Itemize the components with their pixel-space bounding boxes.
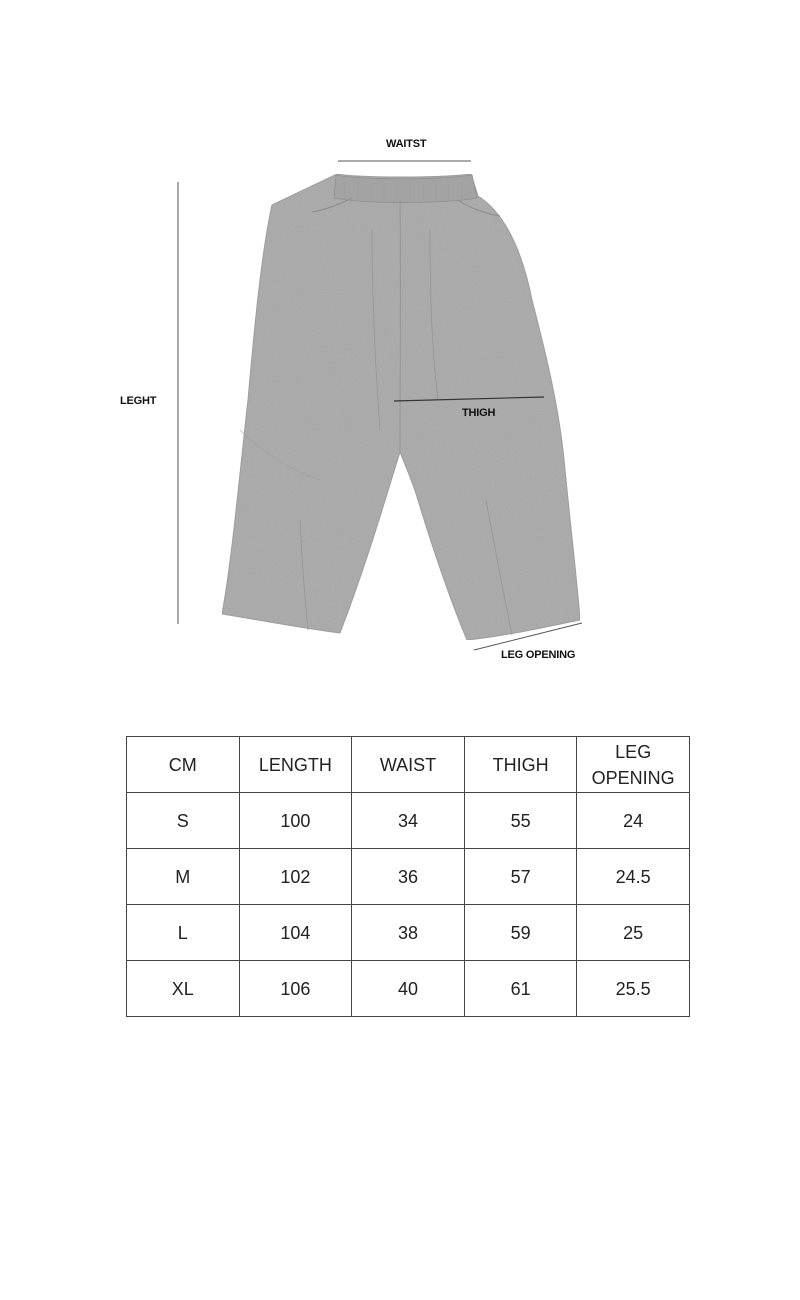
size-chart-table (126, 736, 690, 1017)
header-length: LENGTH (239, 737, 352, 793)
table-row (127, 849, 690, 905)
table-row (127, 961, 690, 1017)
header-thigh: THIGH (464, 737, 577, 793)
header-leg-opening: LEG OPENING (577, 737, 690, 793)
waist-cell: 34 (352, 793, 465, 849)
thigh-cell: 59 (464, 905, 577, 961)
table-row (127, 793, 690, 849)
sweatpants-shape (222, 174, 580, 640)
size-cell: XL (127, 961, 240, 1017)
waist-cell: 40 (352, 961, 465, 1017)
thigh-cell: 61 (464, 961, 577, 1017)
thigh-cell: 55 (464, 793, 577, 849)
thigh-label: THIGH (462, 407, 496, 419)
leg-opening-cell: 24.5 (577, 849, 690, 905)
table-row (127, 905, 690, 961)
length-cell: 102 (239, 849, 352, 905)
table-header-row (127, 737, 690, 793)
length-label: LEGHT (120, 395, 157, 407)
leg-opening-label: LEG OPENING (501, 649, 576, 661)
waist-label: WAITST (386, 138, 427, 150)
waist-cell: 38 (352, 905, 465, 961)
waist-cell: 36 (352, 849, 465, 905)
leg-opening-cell: 25.5 (577, 961, 690, 1017)
size-cell: L (127, 905, 240, 961)
size-cell: S (127, 793, 240, 849)
length-cell: 106 (239, 961, 352, 1017)
leg-opening-cell: 24 (577, 793, 690, 849)
leg-opening-cell: 25 (577, 905, 690, 961)
length-cell: 104 (239, 905, 352, 961)
thigh-cell: 57 (464, 849, 577, 905)
header-waist: WAIST (352, 737, 465, 793)
size-cell: M (127, 849, 240, 905)
length-cell: 100 (239, 793, 352, 849)
header-cm: CM (127, 737, 240, 793)
